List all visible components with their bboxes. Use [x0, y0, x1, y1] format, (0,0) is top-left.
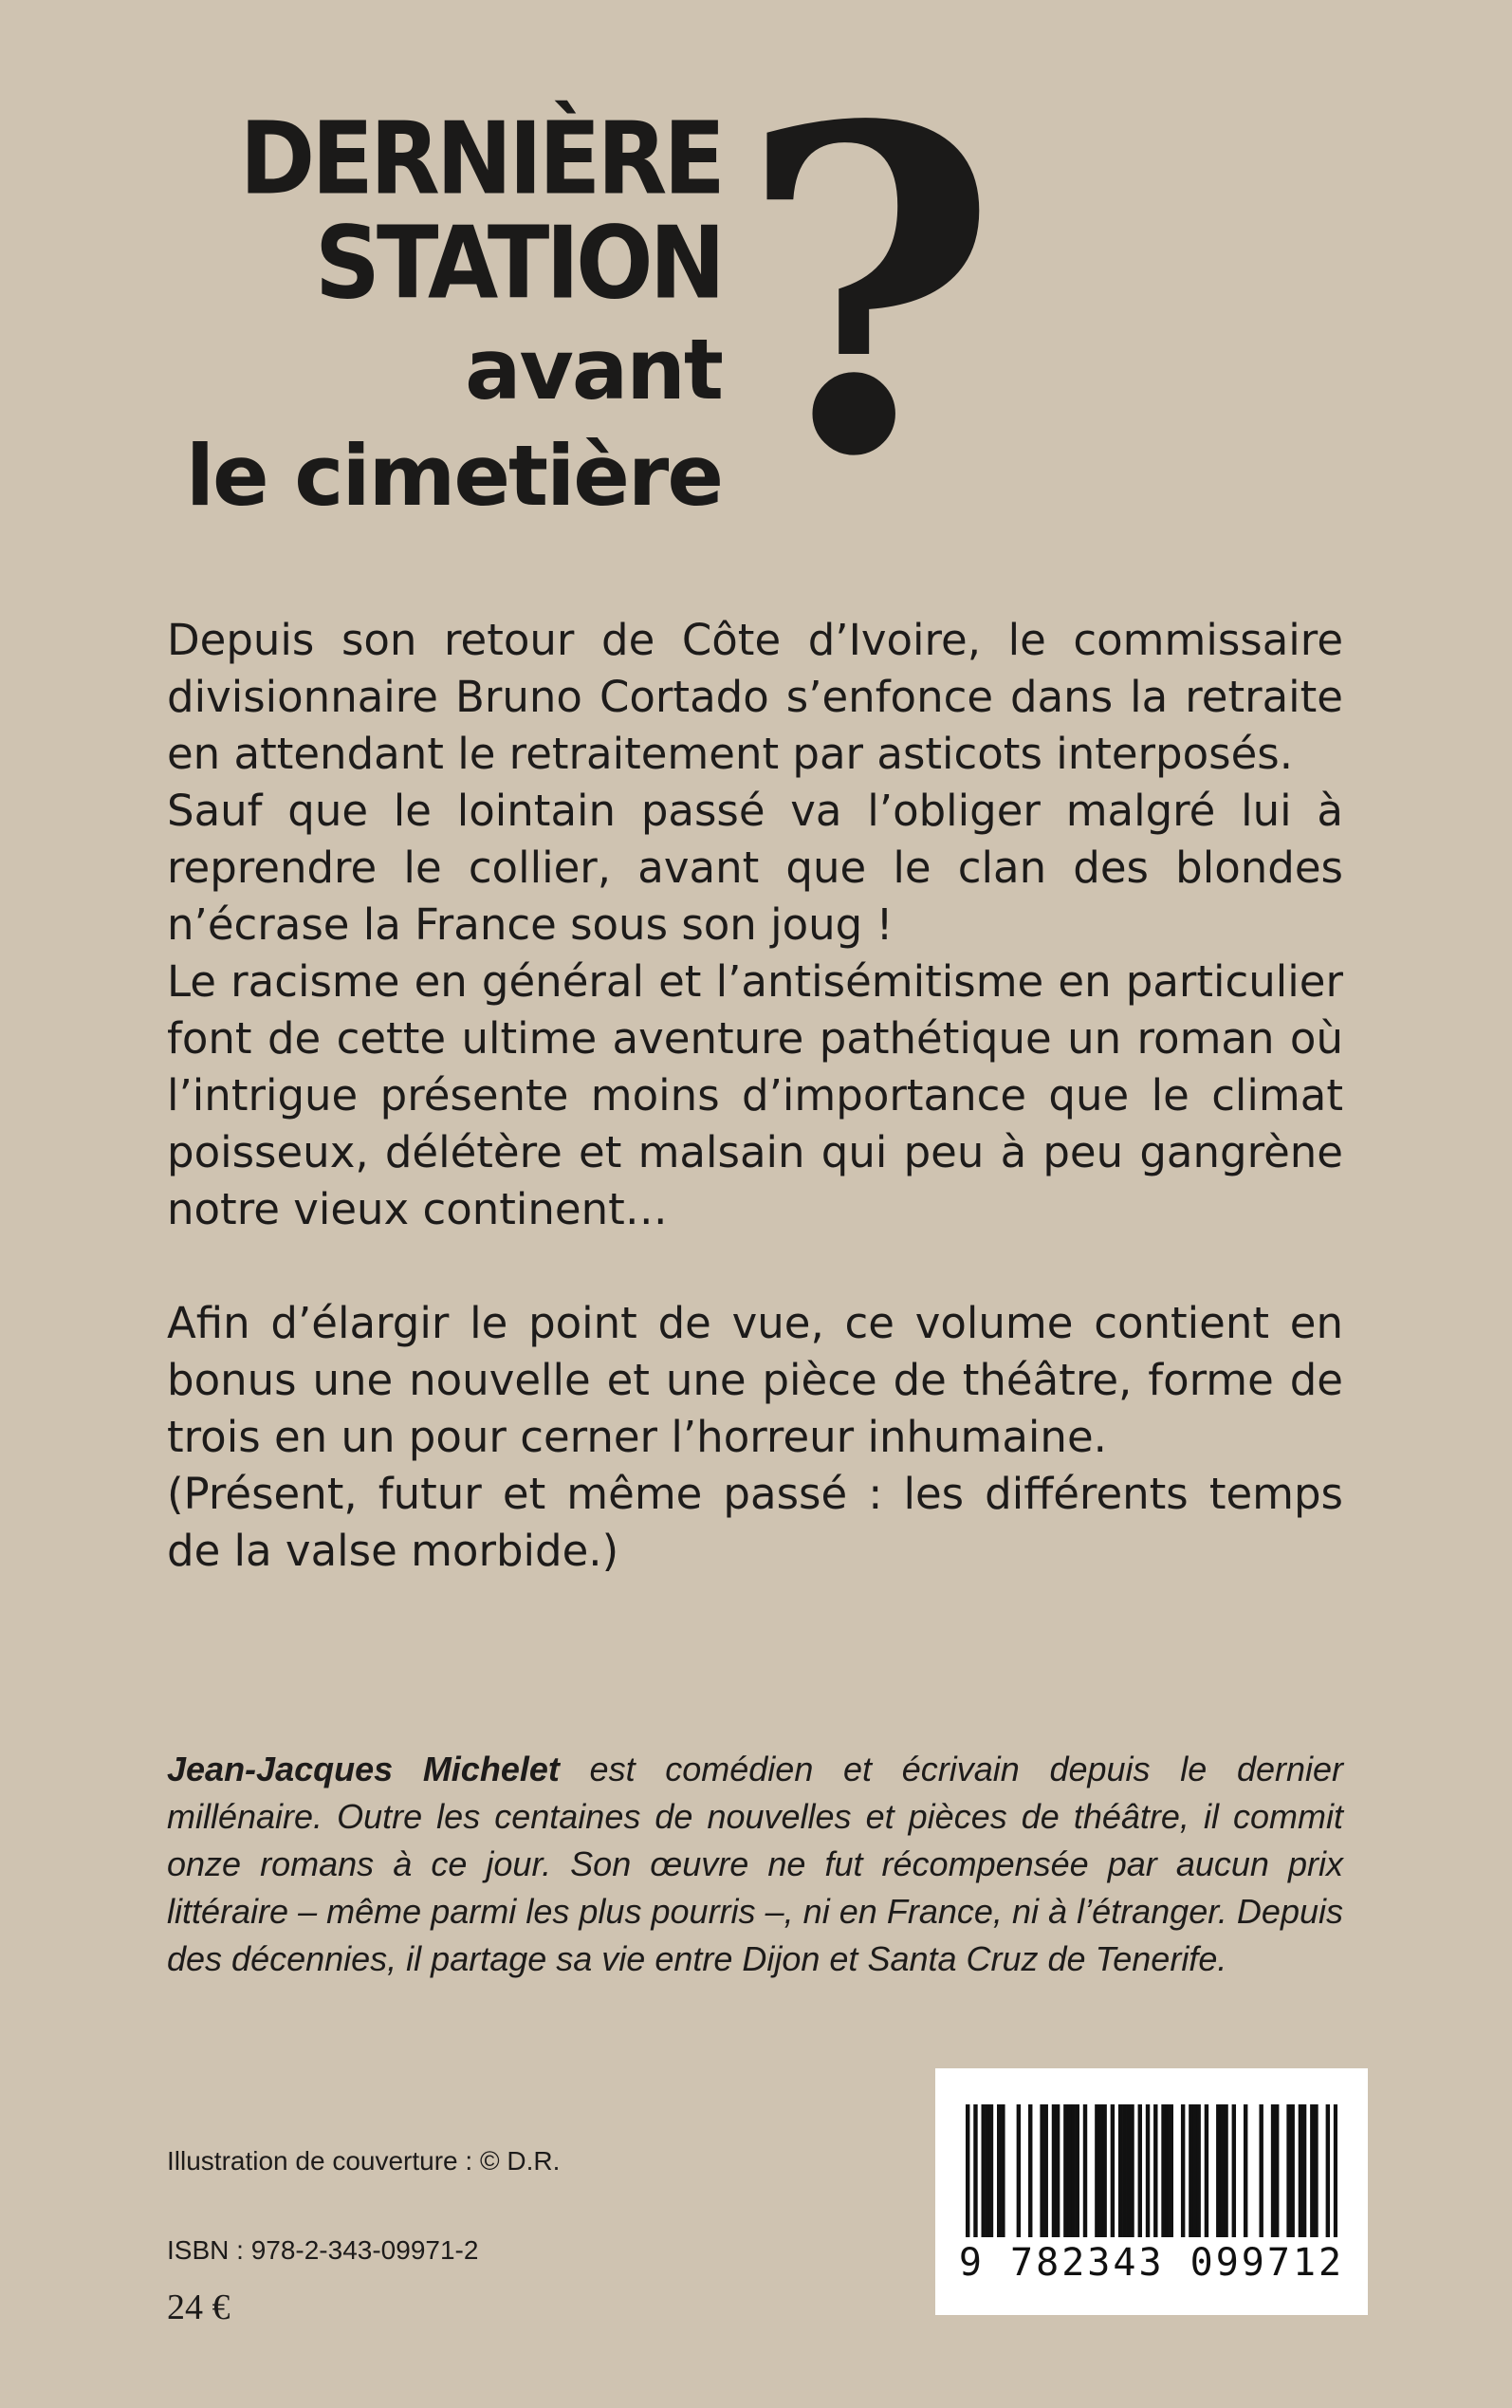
synopsis-paragraph-1: Depuis son retour de Côte d’Ivoire, le commissaire divisionnaire Bruno Cortado s’enfonce dans la retraite en attendant le retraitement par asticots interposés.	[167, 615, 1343, 779]
author-bio-text: est comédien et écrivain depuis le dernier millénaire. Outre les centaines de nouvelles et pièces de théâtre, il commit onze romans à ce jour. Son œuvre ne fut récompensée par aucun prix littéraire – même parmi les plus pourris –, ni en France, ni à l’étranger. Depuis des décennies, il partage sa vie entre Dijon et Santa Cruz de Tenerife.	[167, 1750, 1343, 1978]
barcode-bar	[1052, 2104, 1056, 2237]
barcode-bar	[1196, 2104, 1200, 2237]
title-line-4: le cimetière	[185, 427, 722, 525]
title-line-2: STATION	[314, 204, 722, 322]
barcode-bar	[1286, 2104, 1290, 2237]
barcode	[935, 2068, 1368, 2315]
barcode-bar	[1216, 2104, 1220, 2237]
barcode-bar	[1161, 2104, 1165, 2237]
barcode-bar	[1028, 2104, 1032, 2237]
barcode-bar	[1244, 2104, 1247, 2237]
barcode-bar	[1044, 2104, 1048, 2237]
barcode-bar	[1205, 2104, 1208, 2237]
barcode-bar	[1271, 2104, 1275, 2237]
barcode-bars-icon	[966, 2104, 1337, 2237]
barcode-bar	[966, 2104, 969, 2237]
barcode-digits: 9 782343 099712	[958, 2241, 1345, 2285]
barcode-bar	[1063, 2104, 1067, 2237]
barcode-bar	[1130, 2104, 1134, 2237]
barcode-bar	[1126, 2104, 1130, 2237]
barcode-bar	[1083, 2104, 1087, 2237]
barcode-bar	[989, 2104, 993, 2237]
barcode-bar	[1076, 2104, 1079, 2237]
barcode-bar	[1056, 2104, 1060, 2237]
synopsis-paragraph-3: Le racisme en général et l’antisémitisme en particulier font de cette ultime aventure pathétique un roman où l’intrigue présente moins d’importance que le climat poisseux, délétère et malsain qui peu à peu gangrène notre vieux continent…	[167, 956, 1343, 1234]
synopsis-paragraph-2: Sauf que le lointain passé va l’obliger malgré lui à reprendre le collier, avant que le clan des blondes n’écrase la France sous son joug !	[167, 786, 1343, 950]
author-bio	[167, 1746, 1343, 1983]
barcode-bar	[1314, 2104, 1318, 2237]
barcode-bar	[1095, 2104, 1098, 2237]
barcode-bar	[1189, 2104, 1192, 2237]
barcode-bar	[1334, 2104, 1337, 2237]
barcode-bar	[1299, 2104, 1302, 2237]
barcode-bar	[982, 2104, 986, 2237]
barcode-bar	[1224, 2104, 1227, 2237]
barcode-bar	[1111, 2104, 1115, 2237]
barcode-bar	[1102, 2104, 1106, 2237]
barcode-bar	[1067, 2104, 1071, 2237]
barcode-bar	[1122, 2104, 1126, 2237]
barcode-bar	[1017, 2104, 1021, 2237]
illustration-credit: Illustration de couverture : © D.R.	[167, 2146, 561, 2176]
price: 24 €	[167, 2288, 230, 2327]
book-title	[167, 100, 722, 525]
barcode-bar	[1232, 2104, 1236, 2237]
barcode-bar	[1275, 2104, 1279, 2237]
barcode-bar	[986, 2104, 989, 2237]
barcode-bar	[1290, 2104, 1294, 2237]
barcode-bar	[1192, 2104, 1196, 2237]
barcode-bar	[997, 2104, 1001, 2237]
barcode-bar	[1138, 2104, 1142, 2237]
author-name: Jean-Jacques Michelet	[167, 1750, 560, 1788]
barcode-bar	[1302, 2104, 1306, 2237]
barcode-bar	[1153, 2104, 1157, 2237]
isbn: ISBN : 978-2-343-09971-2	[167, 2235, 479, 2265]
barcode-bar	[1071, 2104, 1075, 2237]
synopsis-paragraph-5: (Présent, futur et même passé : les différents temps de la valse morbide.)	[167, 1469, 1343, 1576]
barcode-bar	[1098, 2104, 1102, 2237]
title-question-mark: ?	[738, 30, 1000, 554]
barcode-bar	[1220, 2104, 1224, 2237]
barcode-bar	[1001, 2104, 1005, 2237]
title-line-3: avant	[465, 321, 722, 418]
barcode-bar	[1170, 2104, 1173, 2237]
barcode-bar	[1259, 2104, 1263, 2237]
barcode-bar	[1118, 2104, 1122, 2237]
barcode-bar	[973, 2104, 977, 2237]
synopsis	[167, 612, 1343, 1580]
barcode-bar	[1040, 2104, 1043, 2237]
synopsis-paragraph-4: Afin d’élargir le point de vue, ce volume contient en bonus une nouvelle et une pièce de théâtre, forme de trois en un pour cerner l’horreur inhumaine.	[167, 1298, 1343, 1462]
title-line-1: DERNIÈRE	[239, 100, 722, 217]
barcode-bar	[1326, 2104, 1330, 2237]
barcode-bar	[1310, 2104, 1314, 2237]
barcode-bar	[1146, 2104, 1150, 2237]
barcode-bar	[1181, 2104, 1185, 2237]
barcode-bar	[1165, 2104, 1169, 2237]
